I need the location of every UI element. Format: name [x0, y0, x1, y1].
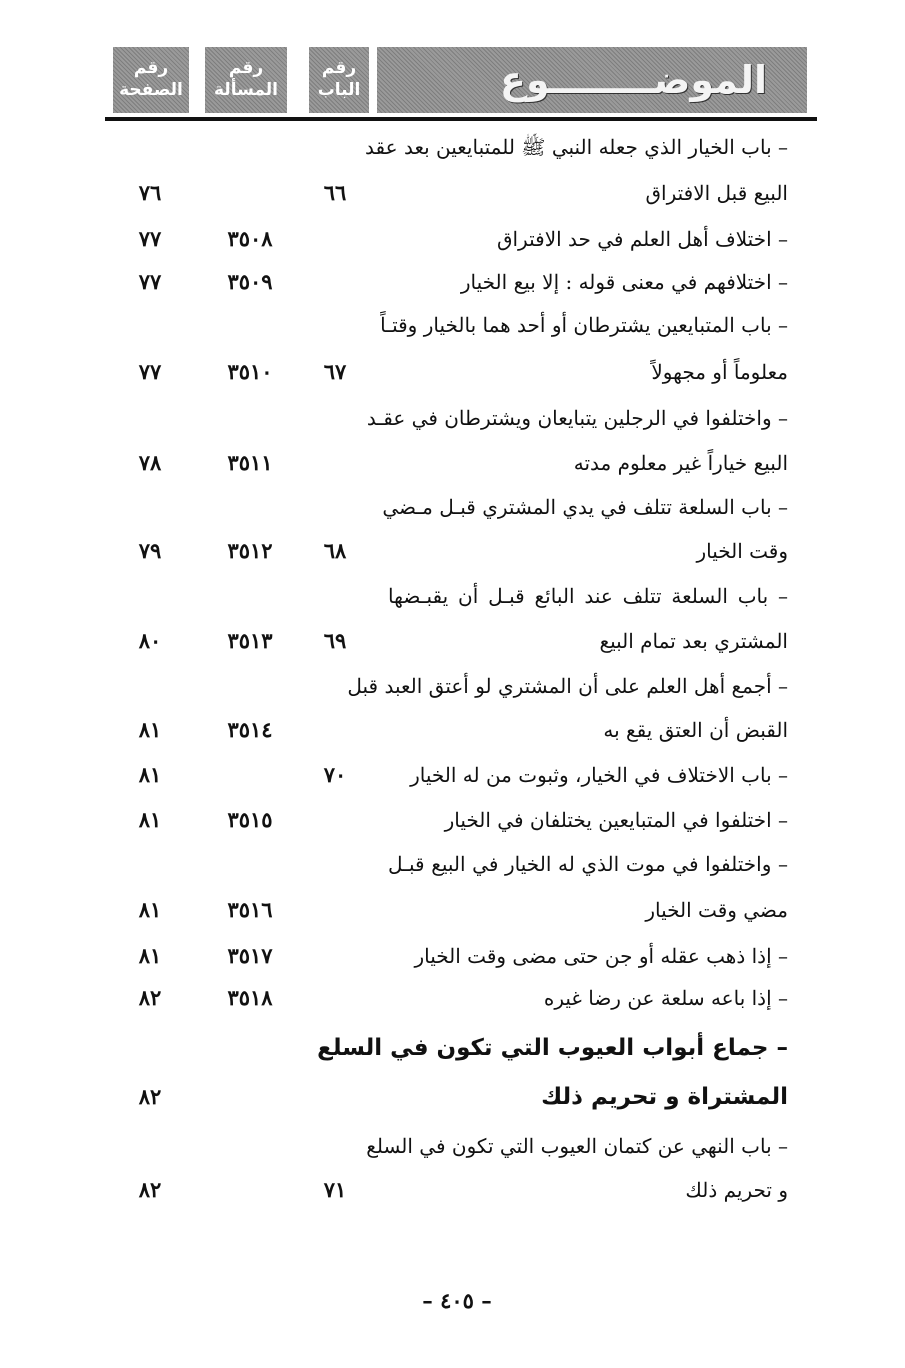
- entry-text: – اختلفوا في المتبايعين يختلفان في الخيار: [444, 808, 788, 832]
- index-row: [0, 485, 905, 529]
- index-row: [0, 708, 905, 752]
- index-row: [0, 664, 905, 708]
- index-row: [0, 303, 905, 347]
- page-number: ٨٢: [138, 1084, 162, 1109]
- issue-number: ٣٥١٢: [227, 538, 273, 563]
- entry-text: – اختلاف أهل العلم في حد الافتراق: [496, 227, 788, 251]
- entry-text: – باب النهي عن كتمان العيوب التي تكون في السلع: [366, 1134, 788, 1158]
- page-folio: – ٤٠٥ –: [422, 1288, 492, 1313]
- header-page-number: رقم الصفحة: [113, 47, 189, 113]
- issue-number: ٣٥٠٩: [227, 269, 273, 294]
- page-number: ٧٩: [138, 538, 162, 563]
- page-number: ٨١: [138, 762, 162, 787]
- page-number: ٨٢: [138, 985, 162, 1010]
- section-heading: المشتراة و تحريم ذلك: [541, 1084, 788, 1110]
- index-row: [0, 125, 905, 169]
- page-number: ٨١: [138, 943, 162, 968]
- chapter-number: ٧٠: [323, 762, 347, 787]
- index-row: [0, 888, 905, 932]
- index-row: [0, 842, 905, 886]
- index-row: [0, 574, 905, 618]
- table-header: [105, 47, 807, 117]
- entry-text: – باب الاختلاف في الخيار، وثبوت من له الخيار: [410, 763, 788, 787]
- entry-text: البيع خياراً غير معلوم مدته: [573, 451, 788, 475]
- index-row: [0, 1168, 905, 1212]
- issue-number: ٣٥١٤: [227, 717, 273, 742]
- page-number: ٧٧: [138, 226, 162, 251]
- index-row: [0, 753, 905, 797]
- page-number: ٨١: [138, 717, 162, 742]
- header-topic: الموضــــــــوع: [377, 47, 807, 113]
- header-rule: [105, 117, 817, 121]
- index-row: [0, 1075, 905, 1119]
- chapter-number: ٦٩: [323, 628, 347, 653]
- issue-number: ٣٥١٧: [227, 943, 273, 968]
- issue-number: ٣٥٠٨: [227, 226, 273, 251]
- page-number: ٨٠: [138, 628, 162, 653]
- entry-text: وقت الخيار: [696, 539, 788, 563]
- chapter-number: ٦٨: [323, 538, 347, 563]
- page-number: ٧٧: [138, 359, 162, 384]
- index-row: [0, 396, 905, 440]
- page-number: ٧٦: [138, 180, 162, 205]
- entry-text: – باب المتبايعين يشترطان أو أحد هما بالخيار وقتـاً: [380, 313, 788, 337]
- header-chapter-number: رقم الباب: [309, 47, 369, 113]
- issue-number: ٣٥١٨: [227, 985, 273, 1010]
- chapter-number: ٦٧: [323, 359, 347, 384]
- chapter-number: ٦٦: [323, 180, 347, 205]
- entry-text: – باب السلعة تتلف عند البائع قبـل أن يقبـضها: [388, 584, 788, 608]
- index-row: [0, 798, 905, 842]
- entry-text: البيع قبل الافتراق: [645, 181, 788, 205]
- index-row: [0, 619, 905, 663]
- entry-text: – أجمع أهل العلم على أن المشتري لو أعتق العبد قبل: [347, 674, 788, 698]
- index-row: [0, 217, 905, 261]
- entry-text: – واختلفوا في الرجلين يتبايعان ويشترطان في عقـد: [366, 406, 788, 430]
- index-row: [0, 171, 905, 215]
- index-row: [0, 529, 905, 573]
- entry-text: – إذا ذهب عقله أو جن حتى مضى وقت الخيار: [414, 944, 788, 968]
- index-row: [0, 350, 905, 394]
- index-row: [0, 441, 905, 485]
- entry-text: – واختلفوا في موت الذي له الخيار في البيع قبـل: [388, 852, 788, 876]
- entry-text: – باب الخيار الذي جعله النبي ﷺ للمتبايعين بعد عقد: [365, 135, 788, 159]
- entry-text: مضي وقت الخيار: [645, 898, 788, 922]
- index-row: [0, 1026, 905, 1070]
- issue-number: ٣٥١٣: [227, 628, 273, 653]
- page-number: ٨٢: [138, 1177, 162, 1202]
- page-number: ٧٧: [138, 269, 162, 294]
- entry-text: – اختلافهم في معنى قوله : إلا بيع الخيار: [460, 270, 788, 294]
- issue-number: ٣٥١١: [227, 450, 273, 475]
- entry-text: القبض أن العتق يقع به: [603, 718, 788, 742]
- page-number: ٧٨: [138, 450, 162, 475]
- entry-text: و تحريم ذلك: [685, 1178, 788, 1202]
- section-heading: – جماع أبواب العيوب التي تكون في السلع: [317, 1035, 788, 1061]
- issue-number: ٣٥١٥: [227, 807, 273, 832]
- header-issue-number: رقم المسألة: [205, 47, 287, 113]
- index-row: [0, 260, 905, 304]
- index-row: [0, 976, 905, 1020]
- index-row: [0, 934, 905, 978]
- issue-number: ٣٥١٦: [227, 897, 273, 922]
- page-number: ٨١: [138, 897, 162, 922]
- index-row: [0, 1124, 905, 1168]
- entry-text: معلوماً أو مجهولاً: [651, 360, 788, 384]
- entry-text: – باب السلعة تتلف في يدي المشتري قبـل مـضي: [382, 495, 788, 519]
- issue-number: ٣٥١٠: [227, 359, 273, 384]
- page-number: ٨١: [138, 807, 162, 832]
- chapter-number: ٧١: [323, 1177, 347, 1202]
- entry-text: – إذا باعه سلعة عن رضا غيره: [543, 986, 788, 1010]
- entry-text: المشتري بعد تمام البيع: [599, 629, 788, 653]
